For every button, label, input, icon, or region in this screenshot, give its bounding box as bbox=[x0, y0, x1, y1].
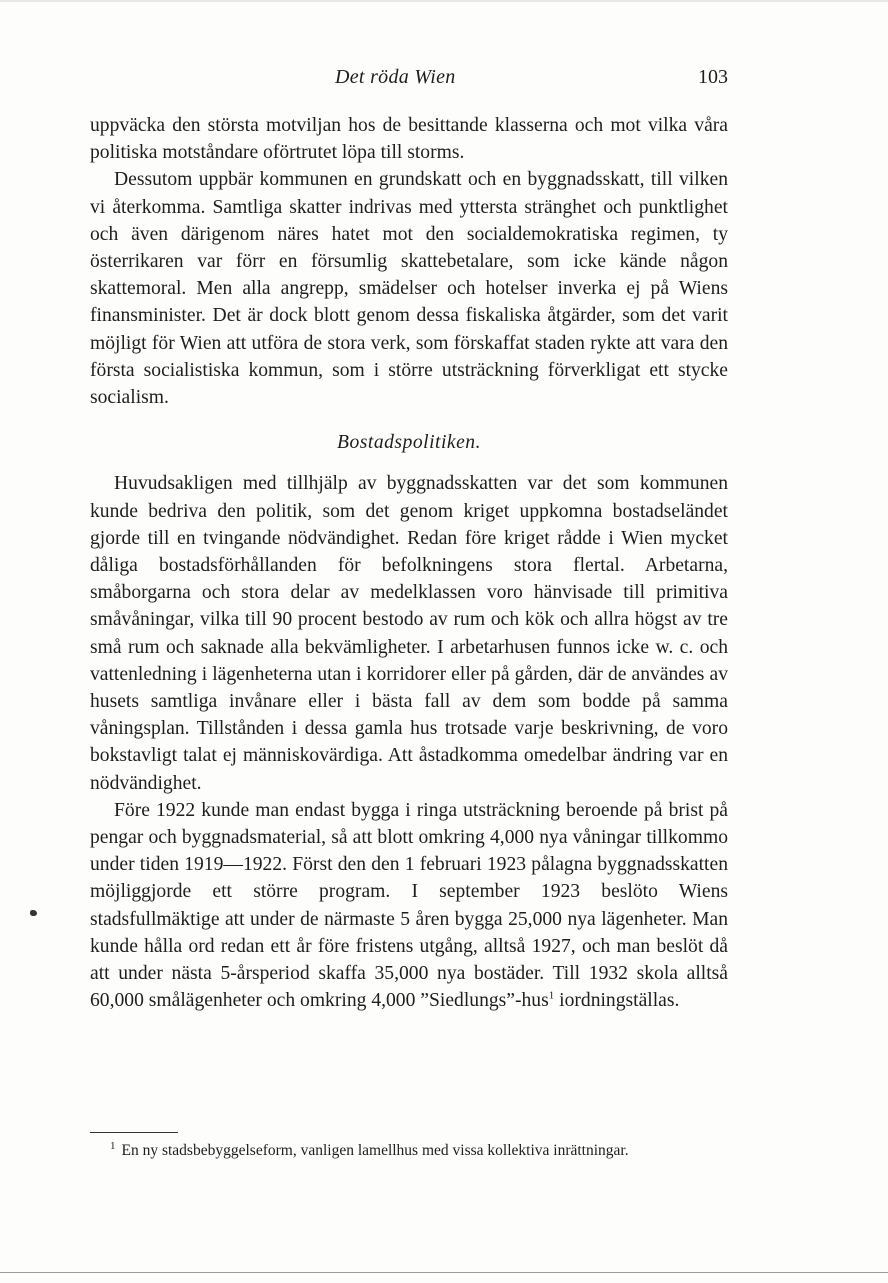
footnote bbox=[90, 1140, 728, 1162]
running-title: Det röda Wien bbox=[335, 66, 456, 88]
paragraph-with-footnote-ref bbox=[90, 797, 728, 1015]
footnote-reference: 1 bbox=[548, 989, 555, 1002]
paragraph: uppväcka den största motviljan hos de besittande klasserna och mot vilka våra politiska motståndare oförtrutet löpa till storms. bbox=[90, 115, 728, 164]
ink-speck bbox=[30, 910, 37, 916]
paragraph-text-tail: iordningställas. bbox=[554, 990, 680, 1012]
paragraph: Dessutom uppbär kommunen en grundskatt och en byggnadsskatt, till vilken vi återkomma. Samtliga skatter indrivas med yttersta stränghet och punktlighet och även därigenom näres hatet mot den socialdemokratiska regimen, ty österrikaren var förr en försumlig skattebetalare, som icke kände någon skattemoral. Men alla angrepp, smädelser och hotelser inverka ej på Wiens finansminister. Det är dock blott genom dessa fiskaliska åtgärder, som det varit möjligt för Wien att utföra de stora verk, som förskaffat staden rykte att vara den första socialistiska kommun, som i större utsträckning förverkligat ett stycke socialism. bbox=[90, 169, 728, 409]
footnote-rule bbox=[90, 1132, 178, 1133]
footnote-text: En ny stadsbebyggelseform, vanligen lamellhus med vissa kollektiva inrättningar. bbox=[121, 1142, 629, 1159]
section-heading: Bostadspolitiken. bbox=[336, 432, 481, 454]
main-text bbox=[90, 112, 728, 1015]
page-number: 103 bbox=[698, 66, 728, 88]
scan-top-edge bbox=[0, 0, 888, 2]
paragraph-text: Före 1922 kunde man endast bygga i ringa utsträckning beroende på brist på pengar och byggnadsmaterial, så att blott omkring 4,000 nya våningar tillkommo under tiden 1919—1922. Först den den 1 februari 1923 pålagna byggnadsskatten möjliggjorde ett större program. I september 1923 beslöto Wiens stadsfullmäktige att under de närmaste 5 åren bygga 25,000 nya lägenheter. Man kunde hålla ord redan ett år före fristens utgång, alltså 1927, och man beslöt då att under nästa 5-årsperiod skaffa 35,000 nya bostäder. Till 1932 skola alltså 60,000 smålägenheter och omkring 4,000 ”Siedlungs”-hus bbox=[90, 799, 728, 1012]
paragraph: Huvudsakligen med tillhjälp av byggnadsskatten var det som kommunen kunde bedriva den politik, som det genom kriget uppkomna bostadseländet gjorde till en tvingande nödvändighet. Redan före kriget rådde i Wien mycket dåliga bostadsförhållanden för befolkningens stora flertal. Arbetarna, småborgarna och stora delar av medelklassen voro hänvisade till primitiva småvåningar, vilka till 90 procent bestodo av rum och kök och allra högst av tre små rum och saknade alla bekvämligheter. I arbetarhusen funnos icke w. c. och vattenledning i lägenheterna utan i korridorer eller på gården, där de användes av husets samtliga invånare eller i bästa fall av dem som bodde på samma våningsplan. Tillstånden i dessa gamla hus trotsade varje beskrivning, de voro bokstavligt talat ej människovärdiga. Att åstadkomma omedelbar ändring var en nödvändighet. bbox=[90, 473, 728, 794]
scan-bottom-edge bbox=[0, 1272, 888, 1273]
footnote-marker: 1 bbox=[110, 1139, 116, 1152]
